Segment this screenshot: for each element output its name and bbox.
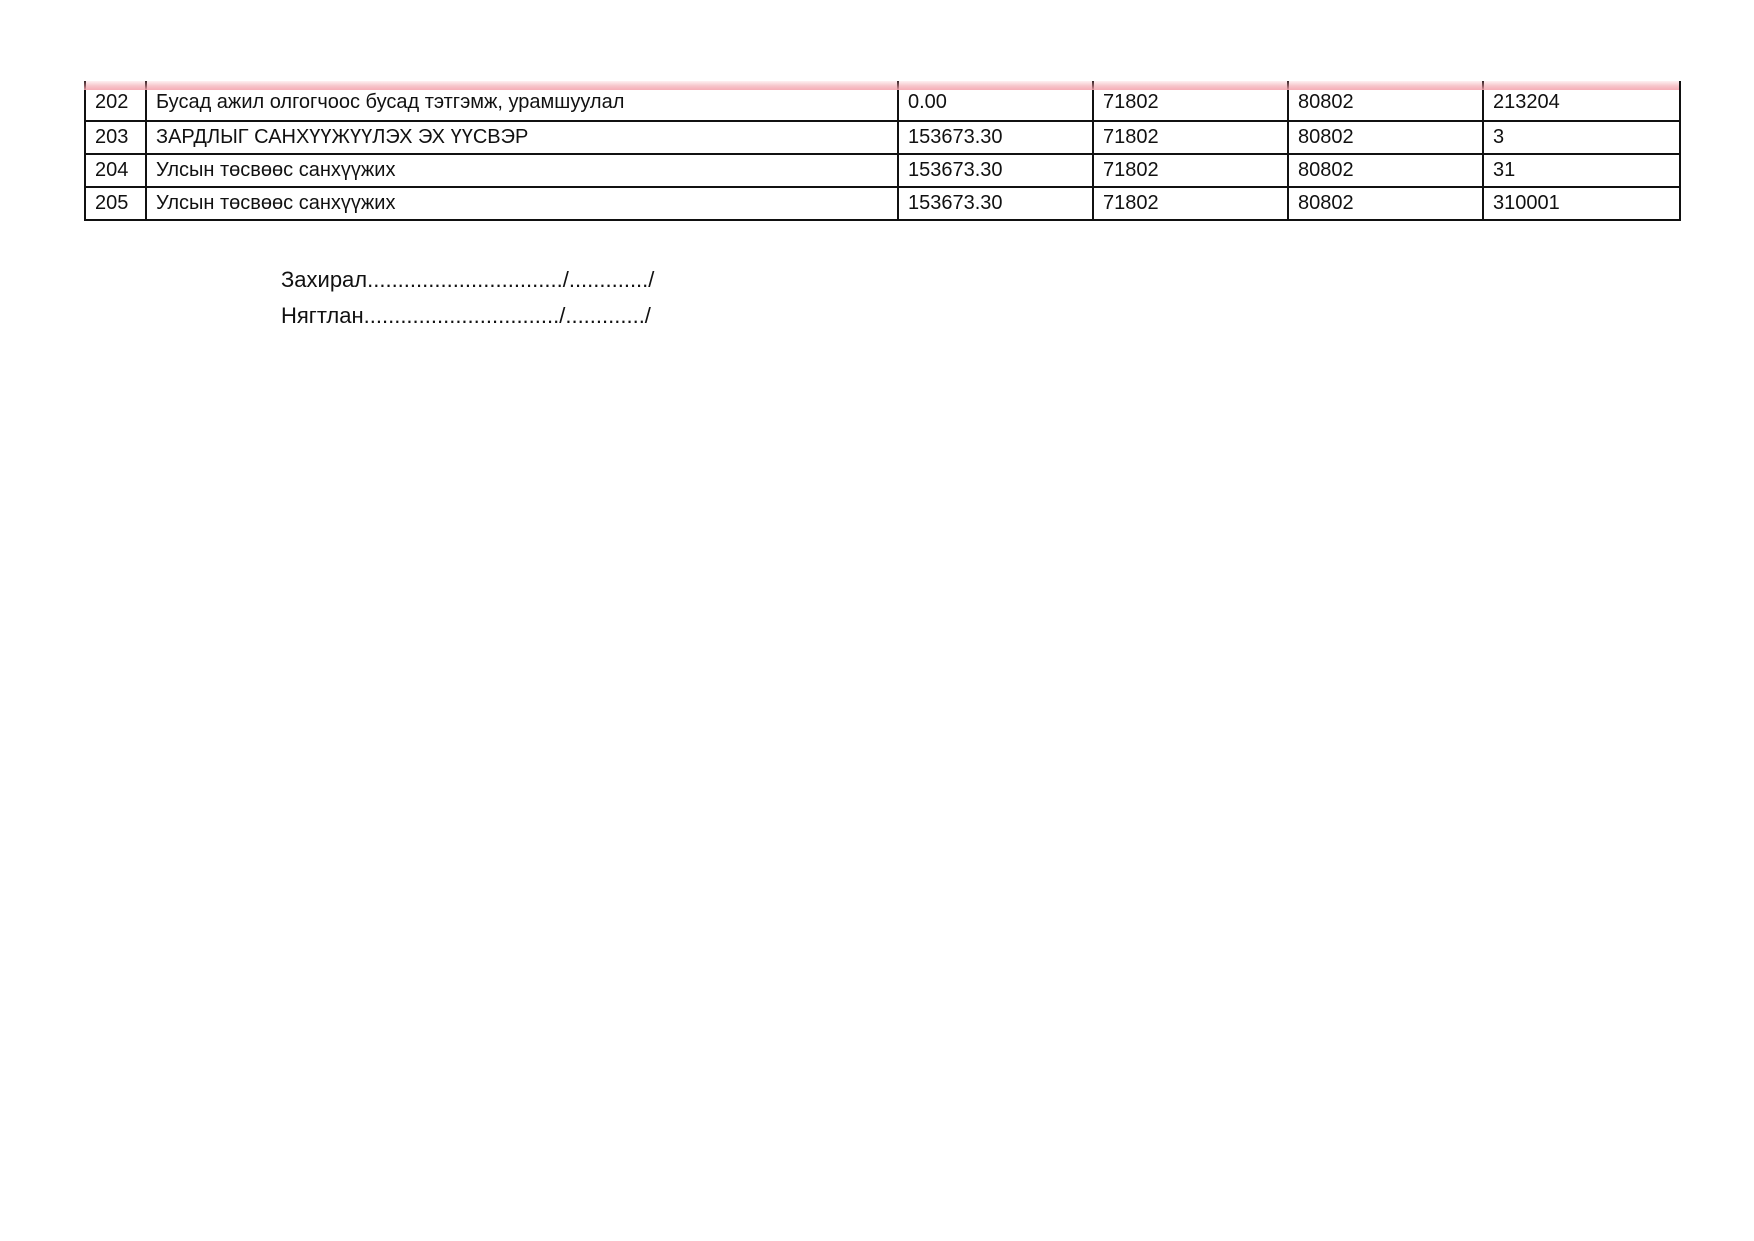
row-number-cell: 204 [85,154,146,187]
row-number-cell: 205 [85,187,146,220]
row-code-b-cell: 80802 [1288,187,1483,220]
signature-block [281,262,654,334]
row-code-b-cell: 80802 [1288,154,1483,187]
row-amount-cell: 0.00 [898,81,1093,121]
row-amount-cell: 153673.30 [898,154,1093,187]
table-row [85,121,1680,154]
row-code-a-cell: 71802 [1093,154,1288,187]
row-code-a-cell: 71802 [1093,81,1288,121]
row-name-cell: Улсын төсвөөс санхүүжих [146,187,898,220]
row-number-cell: 202 [85,81,146,121]
row-code-a-cell: 71802 [1093,121,1288,154]
row-amount-cell: 153673.30 [898,121,1093,154]
row-classification-code-cell: 310001 [1483,187,1680,220]
table-row [85,187,1680,220]
row-code-b-cell: 80802 [1288,81,1483,121]
row-code-a-cell: 71802 [1093,187,1288,220]
director-signature-line: Захирал................................/............./ [281,267,655,292]
row-name-cell: Улсын төсвөөс санхүүжих [146,154,898,187]
accountant-signature-line: Нягтлан................................/............./ [281,303,651,328]
budget-table-wrapper [84,81,1679,221]
budget-table [84,81,1681,221]
row-classification-code-cell: 213204 [1483,81,1680,121]
row-name-cell: ЗАРДЛЫГ САНХҮҮЖҮҮЛЭХ ЭХ ҮҮСВЭР [146,121,898,154]
row-code-b-cell: 80802 [1288,121,1483,154]
row-classification-code-cell: 3 [1483,121,1680,154]
table-row [85,154,1680,187]
row-amount-cell: 153673.30 [898,187,1093,220]
table-row [85,81,1680,121]
row-name-cell: Бусад ажил олгогчоос бусад тэтгэмж, урамшуулал [146,81,898,121]
row-number-cell: 203 [85,121,146,154]
row-classification-code-cell: 31 [1483,154,1680,187]
